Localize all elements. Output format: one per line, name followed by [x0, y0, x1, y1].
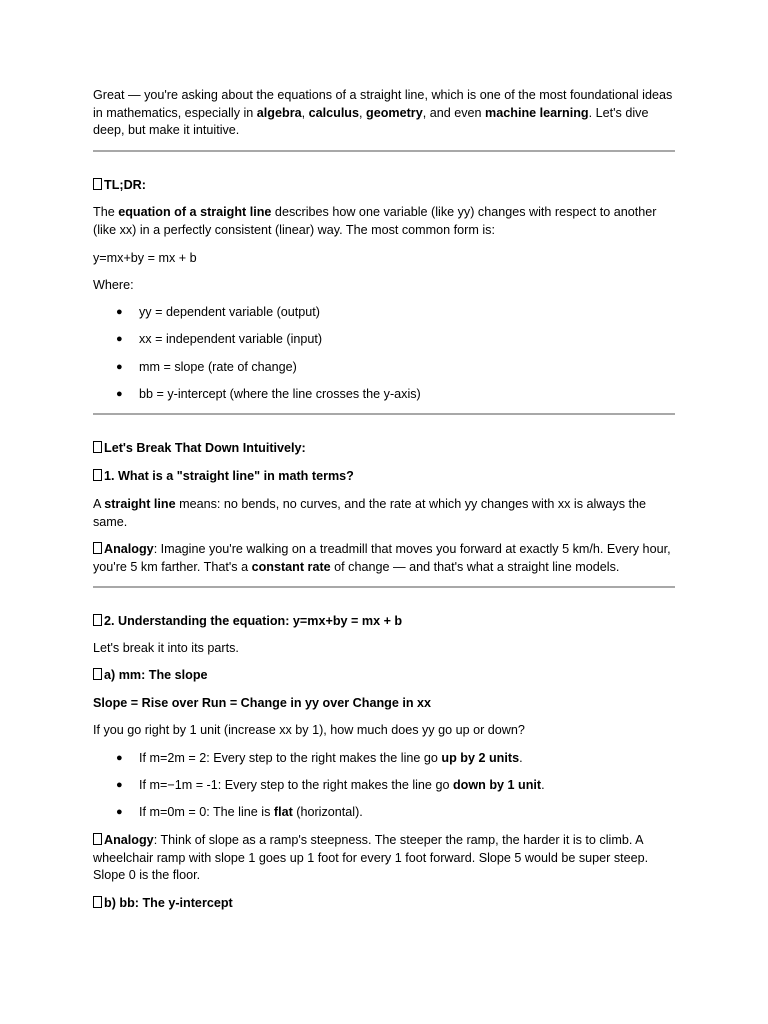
bullet-icon: ●: [116, 752, 123, 764]
list-item-bold: up by 2 units: [441, 751, 520, 765]
list-item-text: yy = dependent variable (output): [139, 305, 320, 319]
list-item-text: xx = independent variable (input): [139, 332, 323, 346]
slope-heading-text: a) mm: The slope: [104, 668, 208, 682]
tldr-bold-term: equation of a straight line: [118, 205, 272, 219]
intro-text: ,: [301, 105, 309, 120]
list-item-bold: flat: [273, 805, 293, 819]
list-item-text-part: If m=−1m = -1: Every step to the right makes the line go: [139, 778, 453, 792]
treadmill-analogy: [93, 541, 675, 576]
equation-heading: [93, 613, 675, 631]
equation-intro: Let's break it into its parts.: [93, 641, 239, 655]
missing-glyph-icon: [93, 542, 102, 554]
analogy-text: : Think of slope as a ramp's steepness. The steeper the ramp, the harder it is to climb. A wheelchair ramp with slope 1 goes up 1 foot for every 1 foot forward. Slope 5 would be super steep. Slope 0 is the floor.: [93, 833, 649, 883]
list-item-text-part: If m=2m = 2: Every step to the right makes the line go: [139, 751, 442, 765]
missing-glyph-icon: [93, 896, 102, 908]
intro-text: ,: [359, 105, 367, 120]
intro-paragraph: [93, 87, 675, 140]
missing-glyph-icon: [93, 178, 102, 190]
intercept-heading-text: b) bb: The y-intercept: [104, 896, 233, 910]
list-item-text-part: .: [519, 751, 523, 765]
list-item-text-part: .: [541, 778, 545, 792]
bold-term: straight line: [104, 497, 176, 511]
slope-question: If you go right by 1 unit (increase xx by 1), how much does yy go up or down?: [93, 723, 525, 737]
list-item-text: [139, 804, 363, 822]
analogy-text: : Imagine you're walking on a treadmill that moves you forward at exactly 5 km/h. Every hour, you're 5 km farther. That's a: [93, 542, 671, 574]
subheading-text: 1. What is a "straight line" in math terms?: [104, 469, 354, 483]
paragraph-text: means: no bends, no curves, and the rate at which yy changes with xx is always the same.: [93, 497, 647, 529]
equation-heading-text: 2. Understanding the equation: y=mx+by = mx + b: [104, 614, 403, 628]
tldr-text: The: [93, 205, 119, 219]
bold-term: constant rate: [251, 559, 331, 574]
divider: [93, 150, 675, 152]
intro-text: , and even: [422, 105, 486, 120]
bullet-icon: ●: [116, 388, 123, 400]
list-item-bold: down by 1 unit: [452, 778, 542, 792]
bullet-icon: ●: [116, 779, 123, 791]
breakdown-heading-text: Let's Break That Down Intuitively:: [104, 441, 306, 455]
missing-glyph-icon: [93, 833, 102, 845]
intro-text: Great — you're asking about the equations of a straight line, which is one of the most foundational ideas in mathematics, especially in: [93, 88, 673, 120]
list-item-text: mm = slope (rate of change): [139, 360, 297, 374]
straight-line-paragraph: [93, 496, 675, 531]
bullet-icon: ●: [116, 306, 123, 318]
divider: [93, 586, 675, 588]
breakdown-heading: [93, 440, 675, 458]
list-item-text: bb = y-intercept (where the line crosses the y-axis): [139, 387, 421, 401]
list-item-text: [139, 777, 545, 795]
intro-bold-calculus: calculus: [308, 105, 360, 120]
bullet-icon: ●: [116, 361, 123, 373]
intro-bold-algebra: algebra: [256, 105, 302, 120]
tldr-heading-text: TL;DR:: [104, 178, 146, 192]
missing-glyph-icon: [93, 469, 102, 481]
bullet-icon: ●: [116, 806, 123, 818]
paragraph-text: A: [93, 497, 105, 511]
missing-glyph-icon: [93, 668, 102, 680]
slope-definition: Slope = Rise over Run = Change in yy over Change in xx: [93, 696, 432, 710]
list-item-text-part: If m=0m = 0: The line is: [139, 805, 274, 819]
analogy-label: Analogy: [104, 542, 154, 556]
formula-line: y=mx+by = mx + b: [93, 251, 197, 265]
subheading-straight-line: [93, 468, 675, 486]
missing-glyph-icon: [93, 614, 102, 626]
tldr-heading: [93, 177, 675, 195]
list-item-text-part: (horizontal).: [292, 805, 363, 819]
ramp-analogy: [93, 832, 675, 885]
intro-bold-geometry: geometry: [366, 105, 423, 120]
tldr-paragraph: [93, 204, 675, 239]
where-label: Where:: [93, 278, 134, 292]
analogy-text: of change — and that's what a straight line models.: [330, 559, 620, 574]
tldr-text: describes how one variable (like yy) changes with respect to another (like xx) in a perfectly consistent (linear) way. The most common form is:: [93, 205, 657, 237]
slope-heading: [93, 667, 675, 685]
divider: [93, 413, 675, 415]
intercept-heading: [93, 895, 675, 913]
missing-glyph-icon: [93, 441, 102, 453]
list-item-text: [139, 750, 523, 768]
analogy-label: Analogy: [104, 833, 154, 847]
intro-text: . Let's dive deep, but make it intuitive.: [93, 105, 649, 138]
bullet-icon: ●: [116, 333, 123, 345]
intro-bold-machine-learning: machine learning: [485, 105, 589, 120]
